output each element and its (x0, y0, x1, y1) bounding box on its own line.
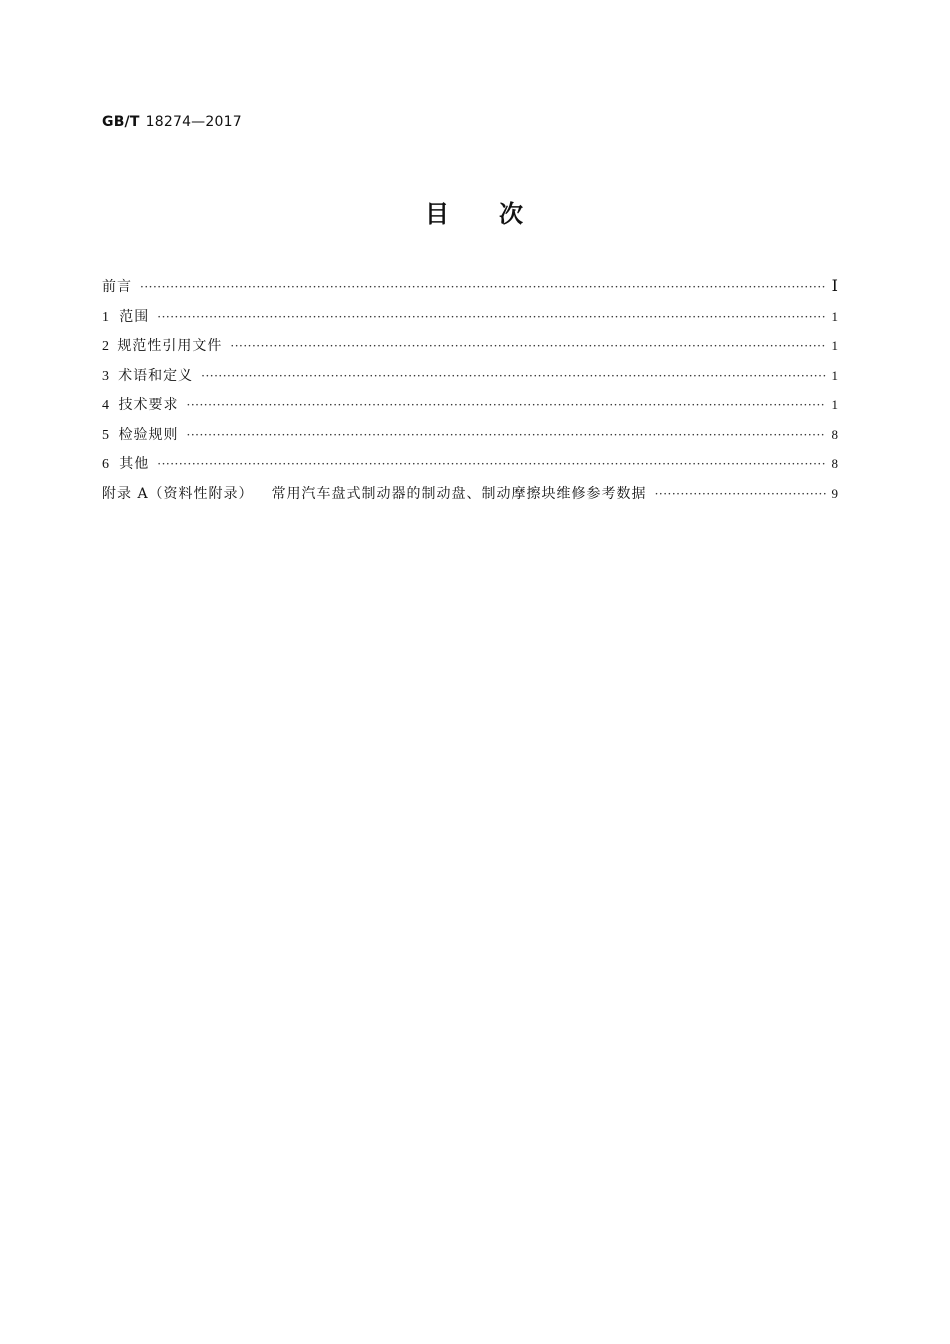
toc-dot-leader (140, 273, 826, 303)
toc-entry-inspection-rules[interactable] (102, 420, 838, 450)
toc-dot-leader (201, 362, 826, 392)
toc-entry-label: 其他 (119, 456, 150, 472)
toc-page-number: 1 (831, 397, 838, 412)
toc-entry-label: 范围 (119, 308, 150, 325)
toc-entry-terms-definitions[interactable] (102, 361, 838, 391)
toc-entry-technical-requirements[interactable] (102, 390, 838, 420)
standard-number (102, 114, 242, 130)
title-char-1: 目 (425, 200, 451, 228)
toc-dot-leader (157, 303, 826, 333)
toc-entry-others[interactable] (102, 449, 838, 479)
toc-entry-label: 技术要求 (118, 397, 179, 413)
toc-dot-leader (187, 421, 826, 451)
title-char-2: 次 (499, 200, 525, 228)
toc-dot-leader (157, 450, 826, 480)
toc-entry-label: 前言 (102, 279, 132, 295)
toc-entry-number: 5 (102, 427, 109, 443)
toc-page-number: 1 (831, 367, 838, 383)
toc-entry-label: 检验规则 (118, 426, 179, 443)
toc-page-number: 8 (831, 426, 838, 442)
toc-dot-leader (187, 391, 826, 421)
toc-dot-leader (230, 332, 826, 362)
toc-dot-leader (655, 480, 826, 510)
toc-page-number: 1 (831, 338, 838, 353)
page-title (0, 194, 950, 229)
toc-entry-number: 2 (102, 339, 109, 354)
toc-entry-number: 6 (102, 457, 109, 472)
toc-entry-scope[interactable] (102, 302, 838, 332)
toc-page-number: Ⅰ (831, 278, 838, 295)
toc-entry-label: 附录 A（资料性附录） (102, 485, 254, 502)
toc-page-number: 8 (831, 456, 838, 471)
toc-entry-label: 术语和定义 (118, 367, 194, 384)
toc-page-number: 1 (831, 308, 838, 324)
table-of-contents (102, 272, 838, 508)
standard-code: 18274—2017 (145, 114, 242, 130)
toc-page-number: 9 (831, 485, 838, 501)
toc-entry-annex-a[interactable] (102, 479, 838, 509)
toc-entry-foreword[interactable] (102, 272, 838, 302)
toc-entry-number: 1 (102, 309, 109, 325)
toc-entry-subtitle: 常用汽车盘式制动器的制动盘、制动摩擦块维修参考数据 (271, 485, 647, 502)
standard-prefix: GB/T (102, 114, 140, 130)
toc-entry-label: 规范性引用文件 (117, 338, 223, 354)
toc-entry-number: 4 (102, 398, 109, 413)
toc-entry-number: 3 (102, 368, 109, 384)
toc-entry-normative-references[interactable] (102, 331, 838, 361)
